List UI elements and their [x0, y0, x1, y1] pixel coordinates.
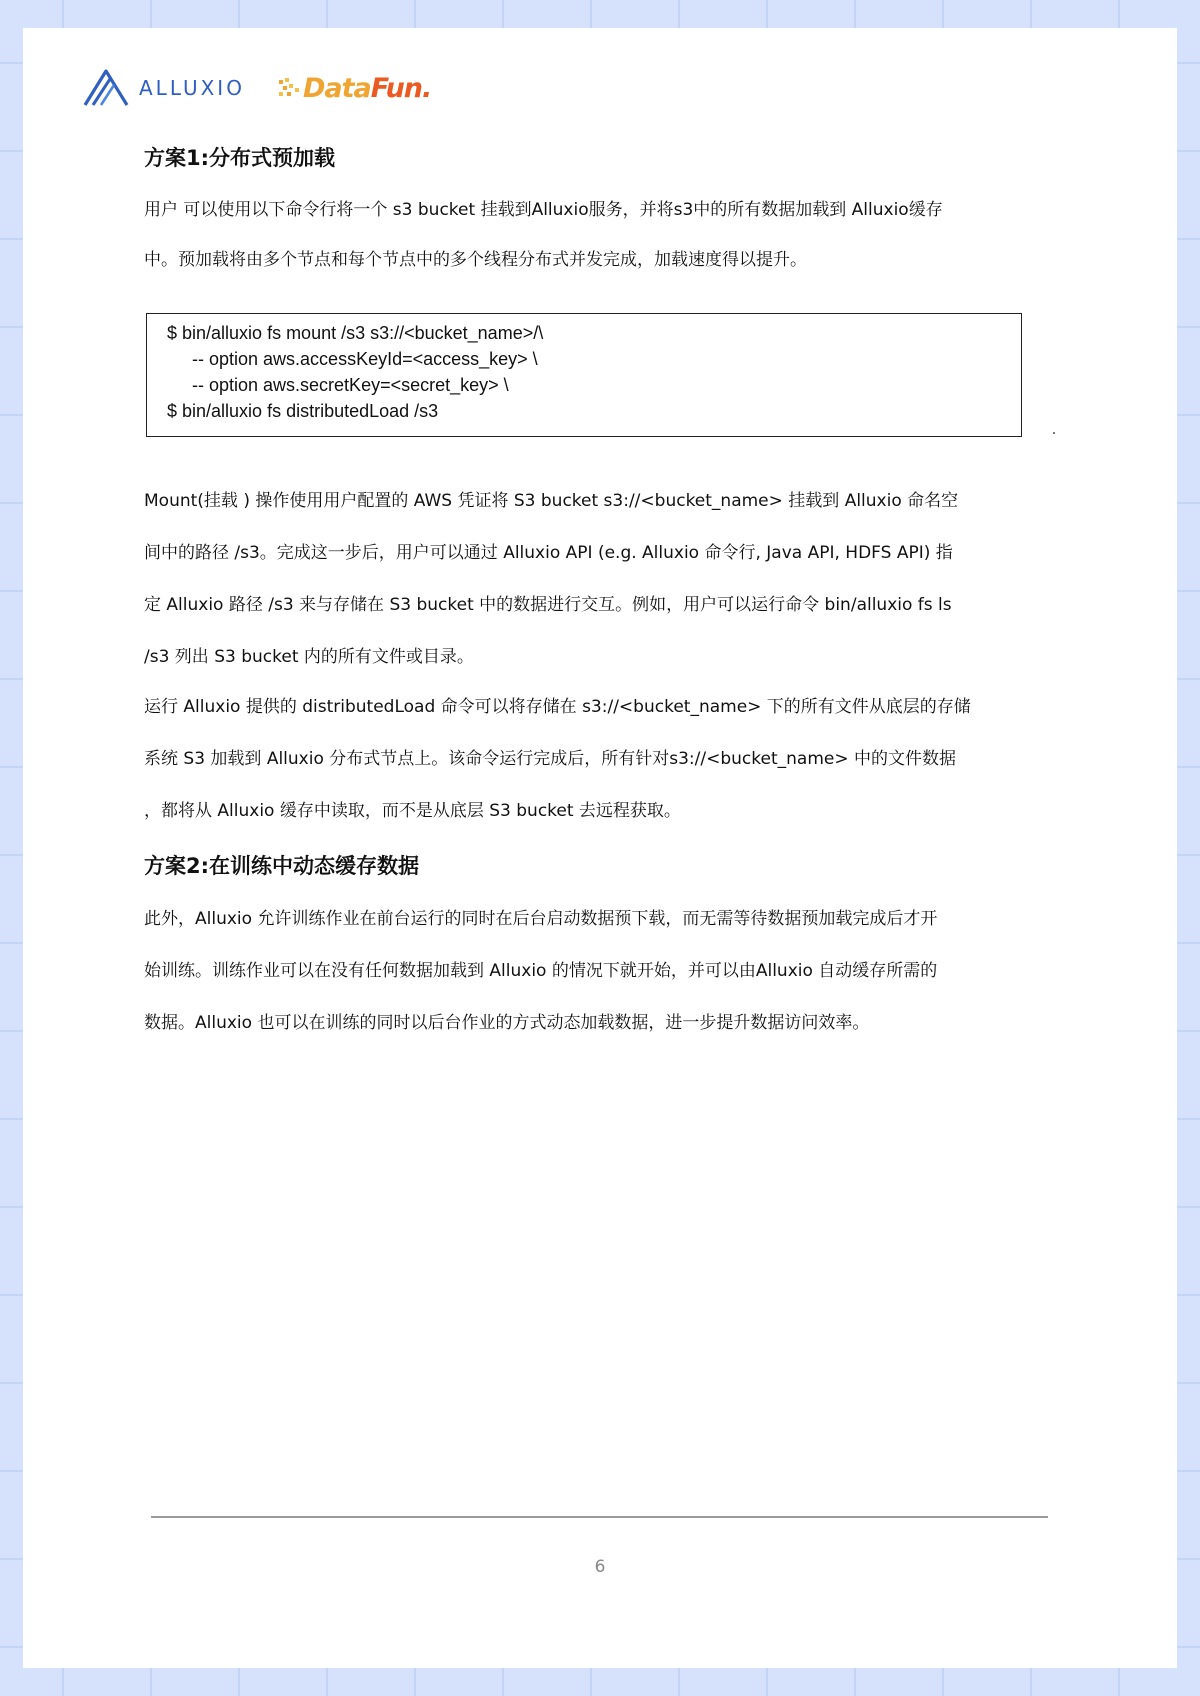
- datafun-logo-text: [303, 73, 431, 104]
- code-line-4: $ bin/alluxio fs distributedLoad /s3: [167, 401, 439, 421]
- stray-dot: [1053, 432, 1055, 434]
- page-number: 6: [594, 1557, 606, 1577]
- section1-intro-line-2: 中。预加载将由多个节点和每个节点中的多个线程分布式并发完成，加载速度得以提升。: [144, 250, 807, 270]
- alluxio-logo-icon: [83, 69, 129, 107]
- section1-title: 方案1:分布式预加载: [144, 146, 336, 170]
- code-block: [146, 313, 1022, 437]
- explain-line-5: 运行 Alluxio 提供的 distributedLoad 命令可以将存储在 s3://<bucket_name> 下的所有文件从底层的存储: [144, 697, 971, 717]
- datafun-logo: [277, 73, 431, 104]
- datafun-dots-icon: [277, 76, 303, 100]
- code-line-1: $ bin/alluxio fs mount /s3 s3://<bucket_name>/\: [167, 323, 544, 343]
- footer-divider: [151, 1516, 1048, 1518]
- explain-line-1: Mount(挂载 ) 操作使用用户配置的 AWS 凭证将 S3 bucket s3://<bucket_name> 挂载到 Alluxio 命名空: [144, 491, 959, 511]
- section2-line-2: 始训练。训练作业可以在没有任何数据加载到 Alluxio 的情况下就开始，并可以由Alluxio 自动缓存所需的: [144, 961, 938, 981]
- datafun-logo-text-fun: Fun.: [370, 72, 432, 104]
- explain-line-2: 间中的路径 /s3。完成这一步后，用户可以通过 Alluxio API (e.g. Alluxio 命令行, Java API, HDFS API) 指: [144, 543, 953, 563]
- header-logos: [83, 66, 431, 110]
- section2-line-3: 数据。Alluxio 也可以在训练的同时以后台作业的方式动态加载数据，进一步提升数据访问效率。: [144, 1013, 870, 1033]
- explain-line-4: /s3 列出 S3 bucket 内的所有文件或目录。: [144, 647, 474, 667]
- explain-line-7: ，都将从 Alluxio 缓存中读取，而不是从底层 S3 bucket 去远程获取。: [144, 801, 681, 821]
- section2-title: 方案2:在训练中动态缓存数据: [144, 854, 420, 878]
- alluxio-logo-text: ALLUXIO: [139, 76, 245, 100]
- section1-intro-line-1: 用户 可以使用以下命令行将一个 s3 bucket 挂载到Alluxio服务，并将s3中的所有数据加载到 Alluxio缓存: [144, 200, 943, 220]
- code-line-3: -- option aws.secretKey=<secret_key> \: [192, 375, 509, 395]
- section2-line-1: 此外，Alluxio 允许训练作业在前台运行的同时在后台启动数据预下载，而无需等待数据预加载完成后才开: [144, 909, 938, 929]
- code-line-2: -- option aws.accessKeyId=<access_key> \: [192, 349, 538, 369]
- document-page: [23, 28, 1177, 1668]
- datafun-logo-text-data: Data: [302, 72, 371, 104]
- explain-line-6: 系统 S3 加载到 Alluxio 分布式节点上。该命令运行完成后，所有针对s3://<bucket_name> 中的文件数据: [144, 749, 956, 769]
- explain-line-3: 定 Alluxio 路径 /s3 来与存储在 S3 bucket 中的数据进行交互。例如，用户可以运行命令 bin/alluxio fs ls: [144, 595, 952, 615]
